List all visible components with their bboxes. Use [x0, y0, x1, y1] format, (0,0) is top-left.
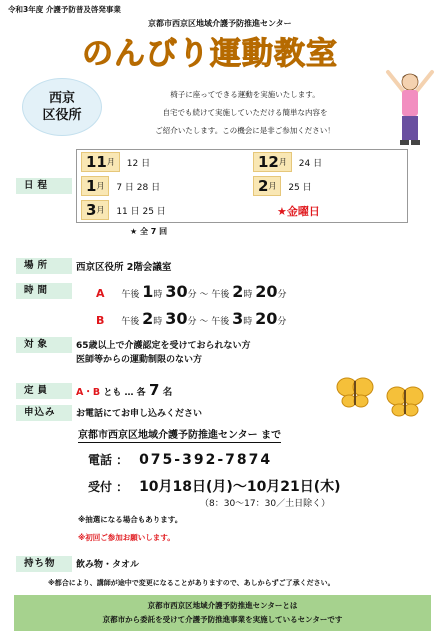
- bring-label: 持ち物: [16, 556, 72, 572]
- month-unit: 月: [96, 205, 105, 215]
- intro-line-3: ご紹介いたします。この機会に是非ご参加ください！: [155, 126, 335, 135]
- ward-office-badge: [22, 78, 102, 136]
- target-label: 対象: [16, 337, 72, 353]
- capacity-label: 定員: [16, 383, 72, 399]
- page-title: のんびり運動教室: [82, 36, 338, 72]
- place-label: 場所: [16, 258, 72, 274]
- lottery-note: ※抽選になる場合もあります。: [78, 515, 183, 524]
- slot-h2-unit: 時: [243, 290, 253, 300]
- center-name-header: 京都市西京区地域介護予防推進センター: [148, 19, 292, 28]
- schedule-label: 日程: [16, 178, 72, 194]
- month-days: 12 日: [126, 158, 151, 169]
- total-sessions: ★ 全 7 回: [130, 227, 168, 236]
- butterfly-icon: [335, 375, 375, 409]
- footer-banner: [14, 595, 431, 631]
- reception-label: 受付 ：: [88, 480, 129, 494]
- slot-m2-unit: 分: [277, 317, 287, 327]
- schedule-cell-dec: [253, 152, 322, 172]
- slot-h2: 3: [232, 309, 244, 328]
- slot-pm: 午後: [121, 290, 140, 300]
- slot-m1-unit: 分: [187, 317, 197, 327]
- ward-line1: 西京: [48, 91, 75, 106]
- slot-m1-unit: 分: [187, 290, 197, 300]
- month-num: 3: [86, 201, 97, 219]
- slot-tag: A: [96, 287, 105, 300]
- slot-h1-unit: 時: [153, 290, 163, 300]
- first-session-note: ※初回ご参加お願いします。: [78, 533, 175, 542]
- intro-text: [110, 86, 380, 140]
- slot-m1: 30: [165, 282, 188, 301]
- footer-line-2: 京都市から委託を受けて介護予防推進事業を実施しているセンターです: [102, 615, 343, 624]
- slot-h1: 2: [142, 309, 154, 328]
- month-days: 11 日 25 日: [116, 206, 166, 217]
- slot-h1: 1: [142, 282, 154, 301]
- exercising-person-illustration: [382, 68, 438, 148]
- month-num: 11: [86, 153, 107, 171]
- program-year-label: 令和3年度 介護予防普及啓発事業: [8, 5, 121, 14]
- month-num: 2: [258, 177, 269, 195]
- month-days: 25 日: [288, 182, 312, 193]
- slot-tag: B: [96, 314, 105, 327]
- month-days: 7 日 28 日: [116, 182, 161, 193]
- reception-line: [88, 476, 341, 496]
- month-unit: 月: [268, 181, 277, 191]
- slot-pm: 午後: [121, 317, 140, 327]
- capacity-num: 7: [149, 381, 160, 399]
- slot-m2: 20: [255, 309, 278, 328]
- capacity-ab: A・B: [76, 387, 101, 398]
- time-slot-a: [96, 282, 287, 301]
- butterfly-icon-2: [385, 384, 425, 418]
- month-unit: 月: [106, 157, 115, 167]
- time-slot-b: [96, 309, 286, 328]
- time-label: 時間: [16, 283, 72, 299]
- slot-m2: 20: [255, 282, 278, 301]
- footer-line-1: 京都市西京区地域介護予防推進センターとは: [147, 601, 298, 610]
- apply-center-name: 京都市西京区地域介護予防推進センター まで: [78, 426, 281, 443]
- target-line-1: 65歳以上で介護認定を受けておられない方: [76, 341, 251, 351]
- place-value: 西京区役所 2階会議室: [76, 262, 172, 273]
- slot-h2-unit: 時: [243, 317, 253, 327]
- slot-h2: 2: [232, 282, 244, 301]
- schedule-table: [76, 149, 408, 223]
- slot-sep: ～ 午後: [199, 317, 230, 327]
- slot-h1-unit: 時: [153, 317, 163, 327]
- phone-number: 075-392-7874: [139, 452, 273, 468]
- slot-sep: ～ 午後: [199, 290, 230, 300]
- month-num: 1: [86, 177, 97, 195]
- weekday-friday: ★金曜日: [277, 205, 320, 218]
- bring-value: 飲み物・タオル: [76, 560, 140, 570]
- reception-hours: （8：30～17：30／土日除く）: [200, 499, 331, 509]
- phone-label: 電話 ：: [88, 453, 129, 467]
- capacity-text: とも … 各: [103, 388, 146, 398]
- capacity-unit: 名: [162, 387, 173, 398]
- ward-line2: 区役所: [42, 108, 82, 123]
- schedule-cell-feb: [253, 176, 312, 196]
- slot-m2-unit: 分: [277, 290, 287, 300]
- schedule-cell-jan: [81, 176, 160, 196]
- schedule-cell-mar: [81, 200, 166, 220]
- intro-line-1: 椅子に座ってできる運動を実施いたします。: [170, 90, 320, 99]
- slot-m1: 30: [165, 309, 188, 328]
- schedule-cell-nov: [81, 152, 150, 172]
- intro-line-2: 自宅でも続けて実施していただける簡単な内容を: [162, 108, 328, 117]
- target-line-2: 医師等からの運動制限のない方: [76, 355, 203, 365]
- apply-label: 申込み: [16, 405, 72, 421]
- month-unit: 月: [96, 181, 105, 191]
- reception-dates: 10月18日(月)～10月21日(木): [139, 479, 341, 495]
- apply-text: お電話にてお申し込みください: [76, 409, 203, 419]
- month-unit: 月: [278, 157, 287, 167]
- month-days: 24 日: [298, 158, 323, 169]
- phone-line: [88, 451, 272, 468]
- capacity-value: [76, 381, 172, 399]
- disclaimer: ※都合により、講師が途中で変更になることがありますので、あしからずご了承ください。: [48, 579, 335, 587]
- month-num: 12: [258, 153, 279, 171]
